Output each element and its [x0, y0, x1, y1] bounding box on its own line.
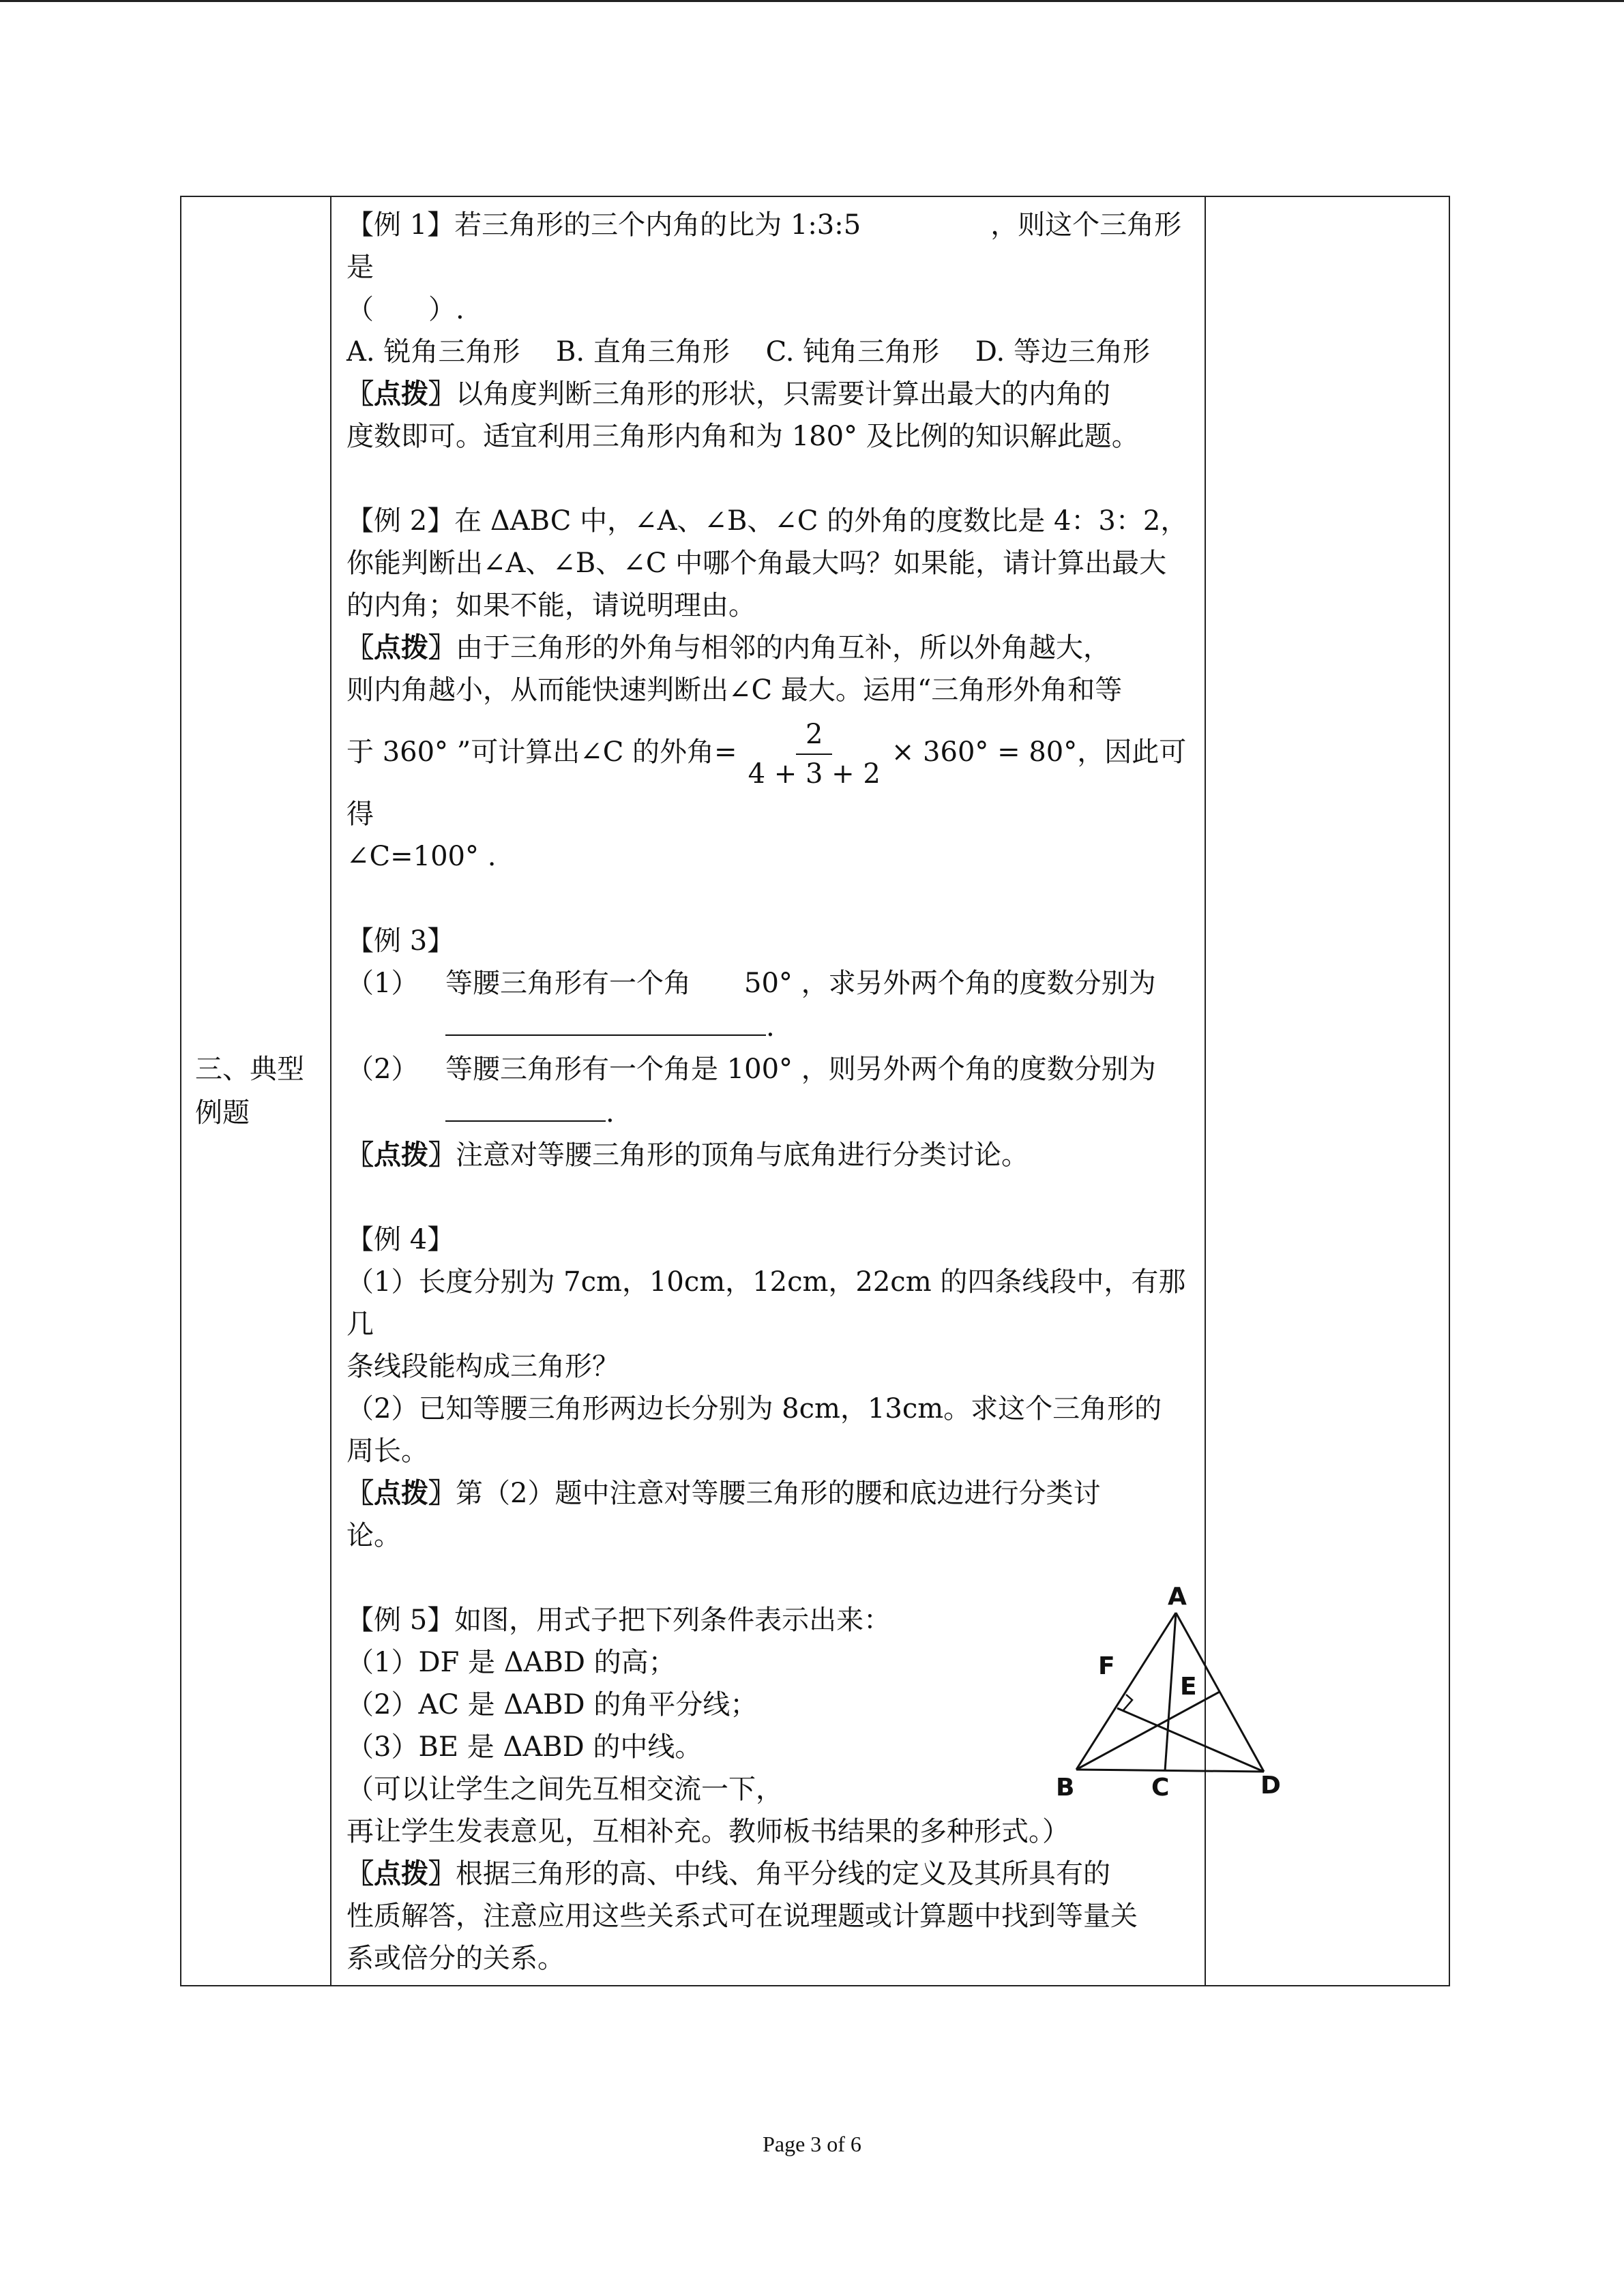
top-border-line: [0, 0, 1624, 2]
example-4: 【例 4】 （1）长度分别为 7cm，10cm，12cm，22cm 的四条线段中，有那几 条线段能构成三角形？ （2）已知等腰三角形两边长分别为 8cm，13cm。求这个三角形的 周长。 〖点拨〗第（2）题中注意对等腰三角形的腰和底边进行分类讨 论。: [346, 1224, 1186, 1551]
hint-label: 〖点拨〗: [346, 1478, 456, 1509]
section-label-cell: [181, 196, 331, 1986]
right-angle-mark: [1123, 1695, 1132, 1710]
example-2: 【例 2】在 ΔABC 中，∠A、∠B、∠C 的外角的度数比是 4：3：2， 你能判断出∠A、∠B、∠C 中哪个角最大吗？如果能，请计算出最大 的内角；如果不能，请说明理由。 〖点拨〗由于三角形的外角与相邻的内角互补，所以外角越大， 则内角越小，从而能快速判断出∠C 最大。运用“三角形外角和等 于 360° ”可计算出∠C 的外角= $\frac{2}{4 + 3 + 2}$ × 360° = 80°，因此可 得 ∠C=100° .: [346, 505, 1188, 872]
example-1-options: A. 锐角三角形 B. 直角三角形 C. 钝角三角形 D. 等边三角形: [346, 336, 1150, 368]
side-bd: [1076, 1770, 1264, 1772]
label-c: C: [1151, 1774, 1170, 1802]
example-3: 【例 3】 （1） 等腰三角形有一个角 50° ，求另外两个角的度数分别为 . （2） 等腰三角形有一个角是 100° ，则另外两个角的度数分别为 . 〖点拨〗注意对等腰三角形的顶角与底角进行分类讨论。: [346, 920, 1191, 1176]
examples-content: [331, 197, 1281, 1980]
example-3-item-1: （1） 等腰三角形有一个角 50° ，求另外两个角的度数分别为: [346, 968, 1156, 999]
segment-ac: [1165, 1613, 1176, 1771]
label-f: F: [1098, 1652, 1115, 1680]
label-a: A: [1168, 1583, 1187, 1611]
hint-label: 〖点拨〗: [346, 1858, 456, 1890]
hint-label: 〖点拨〗: [346, 378, 456, 410]
answer-blank: [445, 1004, 766, 1036]
table-row: [181, 196, 1449, 1986]
hint-label: 〖点拨〗: [346, 632, 456, 664]
fraction-formula: $\frac{2}{4 + 3 + 2}$: [739, 715, 890, 793]
segment-df: [1117, 1708, 1264, 1772]
example-5: A B C D E F 【例 5】如图，用式子把下列条件表示出来： （1）DF 是 ΔABD 的高； （2）AC 是 ΔABD 的角平分线； （3）BE 是 ΔABD 的中线。 （可以让学生之间先互相交流一下， 再让学生发表意见，互相补充。教师板书结果的多种形式。） 〖点拨〗根据三角形的高、中线、角平分线的定义及其所具有的 性质解答，注意应用这些关系式可在说理题或计算题中找到等量关 系或倍分的关系。: [346, 1599, 1191, 1980]
triangle-figure: [1049, 1579, 1308, 1804]
label-e: E: [1180, 1673, 1197, 1701]
label-d: D: [1260, 1772, 1281, 1800]
segment-be: [1076, 1692, 1220, 1770]
section-label: 三、典型 例题: [195, 1054, 304, 1129]
side-ab: [1076, 1613, 1176, 1770]
example-3-item-2: （2） 等腰三角形有一个角是 100° ，则另外两个角的度数分别为: [346, 1054, 1156, 1085]
lesson-table: [180, 196, 1450, 1986]
example-1: 【例 1】若三角形的三个内角的比为 1:3:5 ，则这个三角形是 （ ）. A. 锐角三角形 B. 直角三角形 C. 钝角三角形 D. 等边三角形 〖点拨〗以角度判断三角形的形状，只需要计算出最大的内角的 度数即可。适宜利用三角形内角和为 180° 及比例的知识解此题。: [346, 204, 1191, 458]
hint-label: 〖点拨〗: [346, 1139, 456, 1171]
label-b: B: [1056, 1774, 1075, 1802]
answer-blank: [445, 1090, 606, 1122]
content-cell: [331, 196, 1281, 1986]
page-footer: Page 3 of 6: [763, 2132, 861, 2156]
